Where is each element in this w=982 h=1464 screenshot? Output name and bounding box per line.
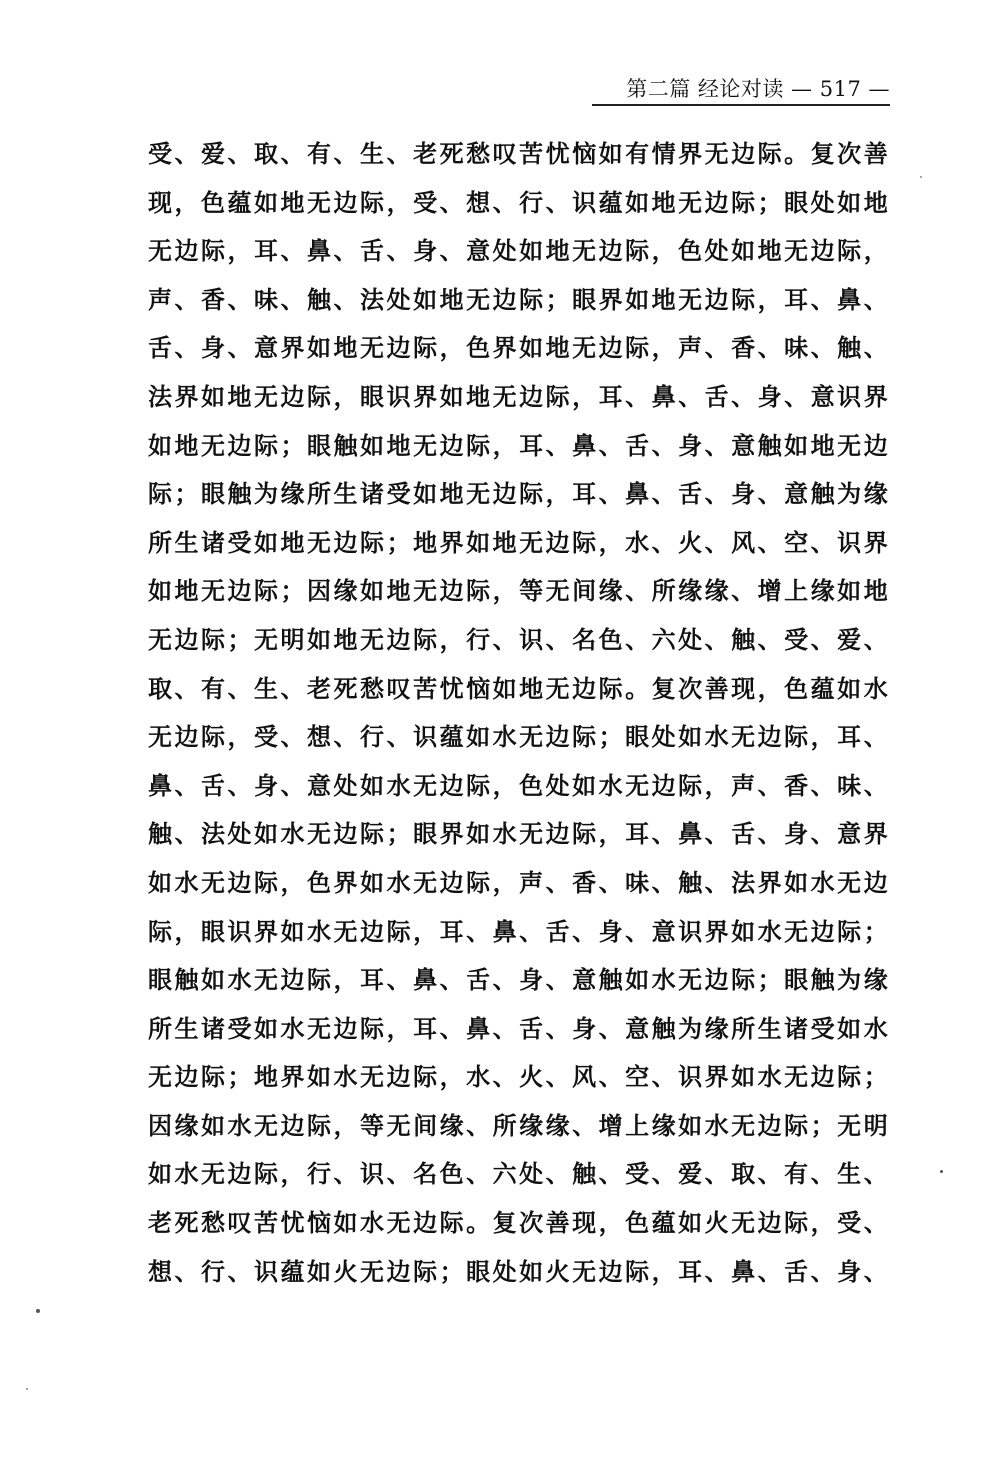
text-line: 无边际，耳、鼻、舌、身、意处如地无边际，色处如地无边际， bbox=[148, 237, 888, 266]
text-line: 法界如地无边际，眼识界如地无边际，耳、鼻、舌、身、意识界 bbox=[148, 382, 888, 411]
text-line: 老死愁叹苦忧恼如水无边际。复次善现，色蕴如火无边际，受、 bbox=[148, 1209, 888, 1238]
text-line: 际；眼触为缘所生诸受如地无边际，耳、鼻、舌、身、意触为缘 bbox=[148, 480, 888, 509]
text-line: 如地无边际；眼触如地无边际，耳、鼻、舌、身、意触如地无边 bbox=[148, 431, 888, 460]
text-line: 无边际；地界如水无边际，水、火、风、空、识界如水无边际； bbox=[148, 1063, 888, 1092]
text-line: 现，色蕴如地无边际，受、想、行、识蕴如地无边际；眼处如地 bbox=[148, 188, 888, 217]
text-line: 舌、身、意界如地无边际，色界如地无边际，声、香、味、触、 bbox=[148, 334, 888, 363]
text-line: 触、法处如水无边际；眼界如水无边际，耳、鼻、舌、身、意界 bbox=[148, 820, 888, 849]
text-line: 声、香、味、触、法处如地无边际；眼界如地无边际，耳、鼻、 bbox=[148, 285, 888, 314]
text-line: 无边际，受、想、行、识蕴如水无边际；眼处如水无边际，耳、 bbox=[148, 723, 888, 752]
text-line: 无边际；无明如地无边际，行、识、名色、六处、触、受、爱、 bbox=[148, 625, 888, 654]
text-line: 所生诸受如水无边际，耳、鼻、舌、身、意触为缘所生诸受如水 bbox=[148, 1014, 888, 1043]
text-line: 如水无边际，行、识、名色、六处、触、受、爱、取、有、生、 bbox=[148, 1160, 888, 1189]
scan-speck bbox=[36, 1309, 40, 1313]
text-line: 想、行、识蕴如火无边际；眼处如火无边际，耳、鼻、舌、身、 bbox=[148, 1257, 888, 1286]
header-rule bbox=[592, 104, 890, 106]
text-line: 如水无边际，色界如水无边际，声、香、味、触、法界如水无边 bbox=[148, 868, 888, 897]
text-line: 取、有、生、老死愁叹苦忧恼如地无边际。复次善现，色蕴如水 bbox=[148, 674, 888, 703]
text-line: 鼻、舌、身、意处如水无边际，色处如水无边际，声、香、味、 bbox=[148, 771, 888, 800]
running-head: 第二篇 经论对读 — 517 — bbox=[626, 77, 890, 101]
text-line: 所生诸受如地无边际；地界如地无边际，水、火、风、空、识界 bbox=[148, 528, 888, 557]
scan-speck bbox=[920, 176, 922, 178]
text-line: 眼触如水无边际，耳、鼻、舌、身、意触如水无边际；眼触为缘 bbox=[148, 966, 888, 995]
text-line: 际，眼识界如水无边际，耳、鼻、舌、身、意识界如水无边际； bbox=[148, 917, 888, 946]
text-line: 因缘如水无边际，等无间缘、所缘缘、增上缘如水无边际；无明 bbox=[148, 1111, 888, 1140]
text-line: 如地无边际；因缘如地无边际，等无间缘、所缘缘、增上缘如地 bbox=[148, 577, 888, 606]
scan-speck bbox=[940, 1170, 943, 1173]
text-line: 受、爱、取、有、生、老死愁叹苦忧恼如有情界无边际。复次善 bbox=[148, 140, 888, 168]
body-text bbox=[148, 130, 888, 1296]
scan-speck bbox=[26, 1388, 28, 1390]
